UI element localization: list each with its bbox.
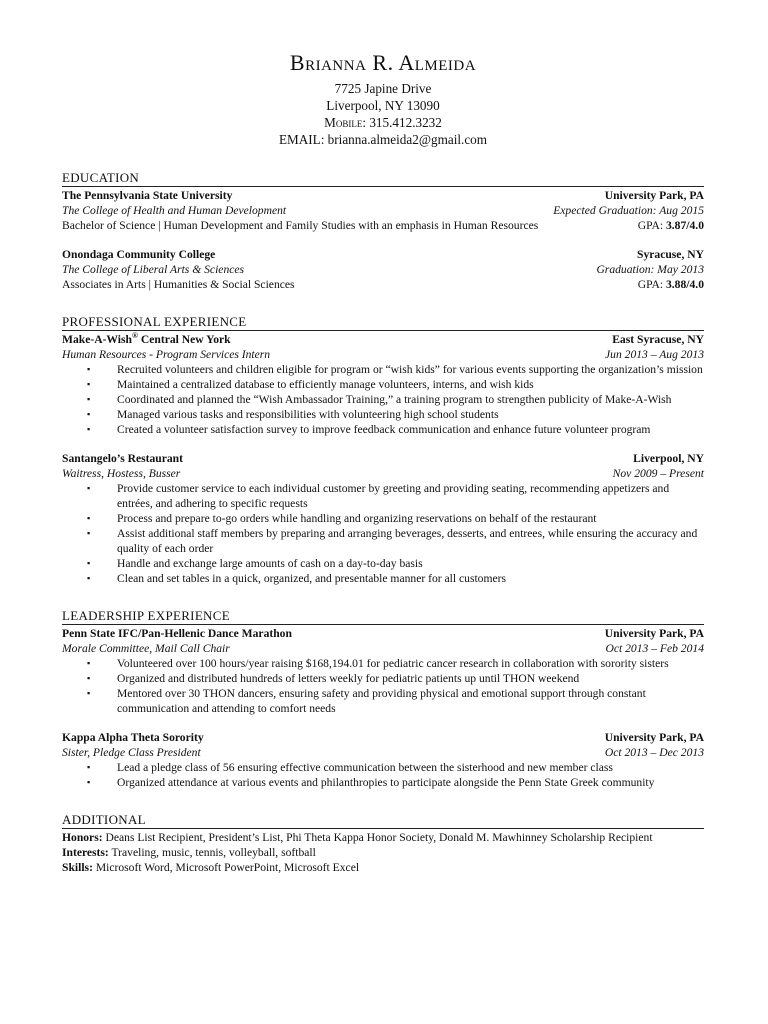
honors-label: Honors: — [62, 831, 103, 844]
bullet-item: ▪ Mentored over 30 THON dancers, ensuring safety and providing physical and emotional support through constant communication and attending to comfort needs — [117, 686, 704, 716]
resume-page — [62, 44, 704, 875]
professional-section — [62, 314, 704, 586]
education-entry — [62, 188, 704, 233]
address-line-1: 7725 Japine Drive — [334, 81, 432, 96]
bullet-item: ▪ Provide customer service to each individual customer by greeting and providing seating, recommending appetizers and entrées, and adhering to specific requests — [117, 481, 704, 511]
leadership-section — [62, 608, 704, 790]
bullet-item: ▪ Organized attendance at various events and philanthropies to participate alongside the Penn State Greek community — [117, 775, 704, 790]
degree: Bachelor of Science | Human Development and Family Studies with an emphasis in Human Resources — [62, 219, 539, 232]
email-address[interactable]: brianna.almeida2@gmail.com — [327, 132, 488, 147]
job-role: Human Resources - Program Services Intern — [62, 348, 271, 361]
leadership-bullets — [62, 656, 704, 716]
graduation-date: Expected Graduation: Aug 2015 — [553, 204, 704, 217]
email-line — [62, 131, 704, 148]
degree: Associates in Arts | Humanities & Social Sciences — [62, 278, 295, 291]
bullet-item: ▪ Managed various tasks and responsibilities with volunteering high school students — [117, 407, 704, 422]
job-role: Waitress, Hostess, Busser — [62, 467, 181, 480]
leadership-dates: Oct 2013 – Feb 2014 — [605, 642, 704, 655]
organization-name: Make-A-Wish® Central New York — [62, 331, 231, 346]
gpa-value: 3.87/4.0 — [665, 219, 704, 232]
bullet-item: ▪ Coordinated and planned the “Wish Ambassador Training,” a training program to strengthen publicity of Make-A-Wish — [117, 392, 704, 407]
gpa-label: GPA: — [637, 219, 664, 232]
school-name: The Pennsylvania State University — [62, 189, 233, 202]
school-location: University Park, PA — [604, 189, 704, 202]
bullet-item: ▪ Volunteered over 100 hours/year raising $168,194.01 for pediatric cancer research in collaboration with sorority sisters — [117, 656, 704, 671]
bullet-item: ▪ Assist additional staff members by preparing and arranging beverages, desserts, and entrees, while ensuring the accuracy and quality of each order — [117, 526, 704, 556]
bullet-item: ▪ Lead a pledge class of 56 ensuring effective communication between the sisterhood and new member class — [117, 760, 704, 775]
school-location: Syracuse, NY — [637, 248, 704, 261]
interests-text: Traveling, music, tennis, volleyball, softball — [108, 846, 316, 859]
job-bullets — [62, 362, 704, 437]
graduation-date: Graduation: May 2013 — [596, 263, 704, 276]
skills-line — [62, 860, 704, 875]
bullet-item: ▪ Recruited volunteers and children eligible for program or “wish kids” for various events supporting the organization’s mission — [117, 362, 704, 377]
bullet-item: ▪ Process and prepare to-go orders while handling and organizing reservations on behalf of the restaurant — [117, 511, 704, 526]
organization-name: Santangelo’s Restaurant — [62, 452, 183, 465]
mobile-number: 315.412.3232 — [369, 115, 442, 130]
school-name: Onondaga Community College — [62, 248, 216, 261]
bullet-item: ▪ Organized and distributed hundreds of letters weekly for pediatric patients up until THON weekend — [117, 671, 704, 686]
mobile-label: Mobile: — [324, 115, 367, 130]
job-dates: Jun 2013 – Aug 2013 — [605, 348, 704, 361]
leadership-role: Morale Committee, Mail Call Chair — [62, 642, 230, 655]
organization-name: Penn State IFC/Pan-Hellenic Dance Marathon — [62, 627, 292, 640]
skills-text: Microsoft Word, Microsoft PowerPoint, Microsoft Excel — [92, 861, 360, 874]
email-label: EMAIL: — [278, 132, 325, 147]
leadership-bullets — [62, 760, 704, 790]
job-location: Liverpool, NY — [633, 452, 704, 465]
gpa — [638, 218, 704, 233]
professional-heading: PROFESSIONAL EXPERIENCE — [62, 314, 704, 331]
job-dates: Nov 2009 – Present — [612, 467, 704, 480]
gpa-value: 3.88/4.0 — [665, 278, 704, 291]
leadership-entry — [62, 730, 704, 790]
organization-location: University Park, PA — [604, 731, 704, 744]
education-section — [62, 170, 704, 292]
job-entry — [62, 332, 704, 437]
bullet-item: ▪ Handle and exchange large amounts of cash on a day-to-day basis — [117, 556, 704, 571]
job-bullets — [62, 481, 704, 586]
job-location: East Syracuse, NY — [612, 333, 704, 346]
bullet-item: ▪ Maintained a centralized database to efficiently manage volunteers, interns, and wish kids — [117, 377, 704, 392]
organization-name: Kappa Alpha Theta Sorority — [62, 731, 204, 744]
contact-block — [62, 80, 704, 148]
organization-location: University Park, PA — [604, 627, 704, 640]
additional-section — [62, 812, 704, 875]
leadership-role: Sister, Pledge Class President — [62, 746, 201, 759]
leadership-entry — [62, 626, 704, 716]
honors-text: Deans List Recipient, President’s List, Phi Theta Kappa Honor Society, Donald M. Mawhinney Scholarship Recipient — [102, 831, 653, 844]
candidate-name: Brianna R. Almeida — [289, 50, 477, 75]
gpa-label: GPA: — [637, 278, 664, 291]
gpa — [638, 277, 704, 292]
bullet-item: ▪ Clean and set tables in a quick, organized, and presentable manner for all customers — [117, 571, 704, 586]
registered-mark: ® — [132, 331, 138, 341]
additional-heading: ADDITIONAL — [62, 812, 704, 829]
college-name: The College of Liberal Arts & Sciences — [62, 263, 245, 276]
education-heading: EDUCATION — [62, 170, 704, 187]
job-entry — [62, 451, 704, 586]
mobile-line — [62, 114, 704, 131]
education-entry — [62, 247, 704, 292]
college-name: The College of Health and Human Development — [62, 204, 287, 217]
address-line-2: Liverpool, NY 13090 — [326, 98, 440, 113]
leadership-dates: Oct 2013 – Dec 2013 — [604, 746, 704, 759]
honors-line — [62, 830, 704, 845]
skills-label: Skills: — [62, 861, 93, 874]
interests-label: Interests: — [62, 846, 109, 859]
leadership-heading: LEADERSHIP EXPERIENCE — [62, 608, 704, 625]
interests-line — [62, 845, 704, 860]
bullet-item: ▪ Created a volunteer satisfaction survey to improve feedback communication and enhance future volunteer program — [117, 422, 704, 437]
